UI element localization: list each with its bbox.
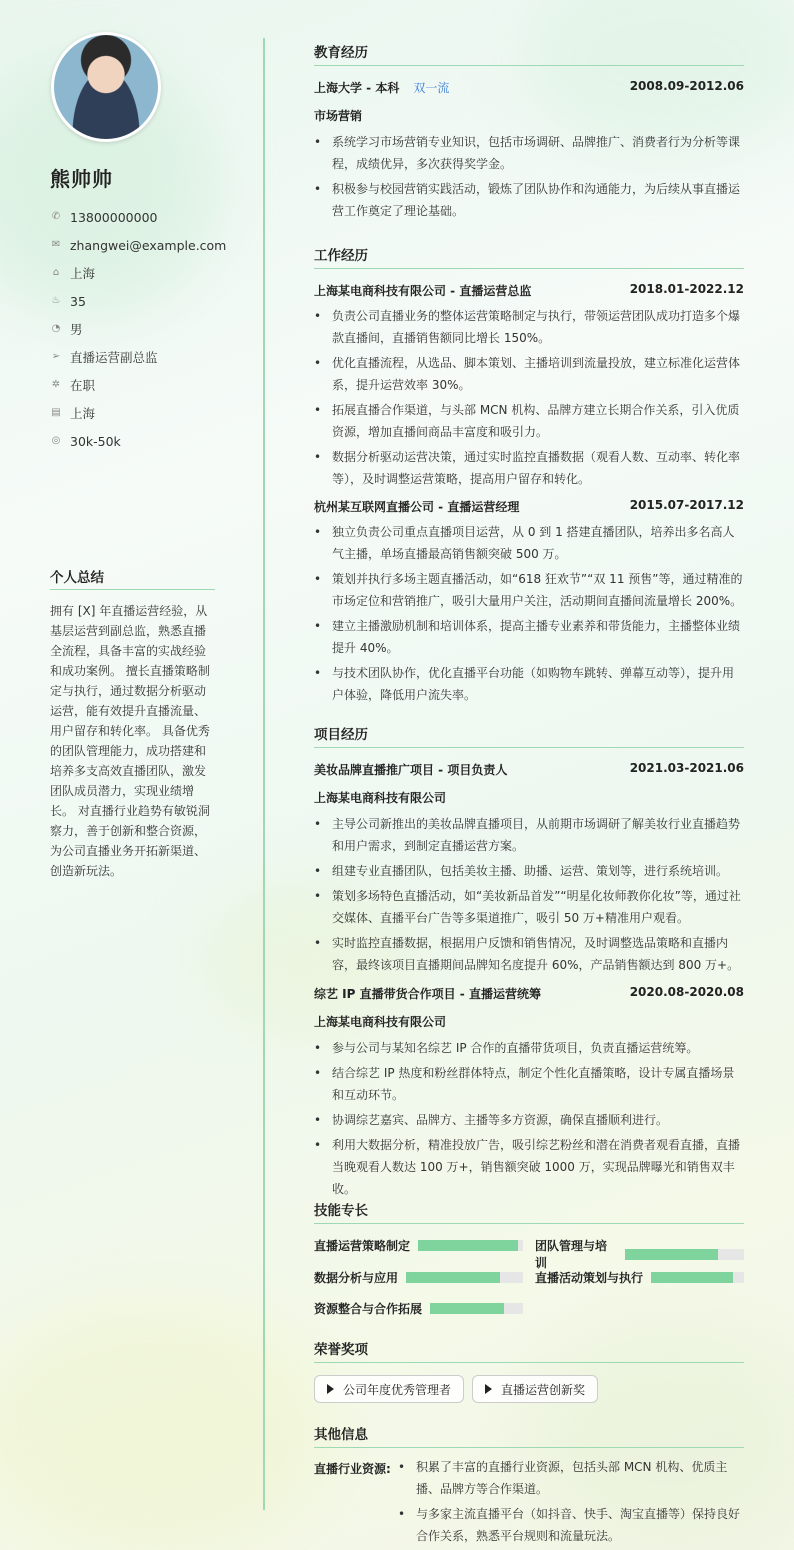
list-item: • 主导公司新推出的美妆品牌直播项目，从前期市场调研了解美妆行业直播趋势和用户需求，到制定直播运营方案。 [314, 813, 744, 857]
job-date: 2015.07-2017.12 [629, 498, 744, 512]
list-item: • 优化直播流程，从选品、脚本策划、主播培训到流量投放，建立标准化运营体系，提升运营效率 30%。 [314, 352, 744, 396]
info-salary [50, 427, 250, 455]
list-item: • 策划并执行多场主题直播活动，如“618 狂欢节”“双 11 预售”等，通过精准的市场定位和营销推广，吸引大量用户关注，活动期间直播间流量增长 200%。 [314, 568, 744, 612]
job-title: 杭州某互联网直播公司 - 直播运营经理 [314, 500, 520, 514]
job-bullets [314, 305, 744, 493]
list-item: • 利用大数据分析，精准投放广告，吸引综艺粉丝和潜在消费者观看直播，直播当晚观看人数达 100 万+，销售额突破 1000 万，实现品牌曝光和销售双丰收。 [314, 1134, 744, 1200]
project-title: 美妆品牌直播推广项目 - 项目负责人 [314, 763, 508, 777]
skill-bar-fill [430, 1303, 504, 1314]
awards-title: 荣誉奖项 [314, 1338, 744, 1363]
skill-bar-fill [406, 1272, 500, 1283]
info-location [50, 259, 250, 287]
skill-bar-fill [625, 1249, 718, 1260]
cake-icon: ♨ [51, 295, 61, 306]
phone-icon: ✆ [51, 211, 61, 222]
building-icon: ▤ [51, 407, 61, 418]
list-item: • 组建专业直播团队，包括美妆主播、助播、运营、策划等，进行系统培训。 [314, 860, 744, 882]
job-bullets [314, 521, 744, 709]
info-age [50, 287, 250, 315]
skill-item [314, 1237, 523, 1254]
info-status [50, 371, 250, 399]
skill-name: 团队管理与培训 [535, 1239, 608, 1270]
project-title: 综艺 IP 直播带货合作项目 - 直播运营统筹 [314, 987, 541, 1001]
education-major: 市场营销 [314, 109, 363, 123]
list-item: • 建立主播激励机制和培训体系，提高主播专业素养和带货能力，主播整体业绩提升 40%。 [314, 615, 744, 659]
projects-title: 项目经历 [314, 723, 744, 748]
award-badge [472, 1375, 598, 1403]
list-item: • 协调综艺嘉宾、品牌方、主播等多方资源，确保直播顺利进行。 [314, 1109, 744, 1131]
skill-name: 直播活动策划与执行 [535, 1271, 644, 1285]
award-label: 公司年度优秀管理者 [343, 1382, 452, 1397]
skill-bar [651, 1272, 744, 1283]
other-label: 直播行业资源: [314, 1462, 391, 1476]
project-bullets [314, 813, 744, 979]
skill-name: 资源整合与合作拓展 [314, 1302, 423, 1316]
education-date: 2008.09-2012.06 [629, 79, 744, 93]
education-head [314, 79, 744, 96]
project-head [314, 761, 744, 778]
info-text: 男 [70, 322, 83, 337]
skills-title: 技能专长 [314, 1199, 744, 1224]
list-item: • 实时监控直播数据，根据用户反馈和销售情况，及时调整选品策略和直播内容，最终该项目直播期间品牌知名度提升 60%，产品销售额达到 800 万+。 [314, 932, 744, 976]
avatar [51, 32, 161, 142]
send-icon: ➢ [51, 351, 61, 362]
candidate-name: 熊帅帅 [50, 167, 113, 191]
education-bullets [314, 131, 744, 225]
info-position [50, 343, 250, 371]
list-item: • 结合综艺 IP 热度和粉丝群体特点，制定个性化直播策略，设计专属直播场景和互动环节。 [314, 1062, 744, 1106]
list-item: • 拓展直播合作渠道，与头部 MCN 机构、品牌方建立长期合作关系，引入优质资源，增加直播间商品丰富度和吸引力。 [314, 399, 744, 443]
home-icon: ⌂ [52, 267, 60, 278]
project-company: 上海某电商科技有限公司 [314, 791, 447, 805]
salary-icon: ◎ [51, 435, 61, 446]
list-item: • 负责公司直播业务的整体运营策略制定与执行，带领运营团队成功打造多个爆款直播间，直播销售额同比增长 150%。 [314, 305, 744, 349]
status-icon: ✲ [51, 379, 61, 390]
list-item: • 独立负责公司重点直播项目运营，从 0 到 1 搭建直播团队，培养出多名高人气主播，单场直播最高销售额突破 500 万。 [314, 521, 744, 565]
skill-bar [625, 1249, 744, 1260]
info-text: 30k-50k [70, 433, 121, 449]
list-item: • 策划多场特色直播活动，如“美妆新品首发”“明星化妆师教你化妆”等，通过社交媒体、直播平台广告等多渠道推广，吸引 50 万+精准用户观看。 [314, 885, 744, 929]
project-date: 2020.08-2020.08 [629, 985, 744, 999]
list-item: • 积极参与校园营销实践活动，锻炼了团队协作和沟通能力，为后续从事直播运营工作奠定了理论基础。 [314, 178, 744, 222]
info-text: 35 [70, 293, 86, 309]
work-title: 工作经历 [314, 244, 744, 269]
list-item: • 参与公司与某知名综艺 IP 合作的直播带货项目，负责直播运营统筹。 [314, 1037, 744, 1059]
info-text: 13800000000 [70, 209, 158, 225]
skill-item [535, 1269, 744, 1286]
skill-name: 直播运营策略制定 [314, 1239, 411, 1253]
list-item: • 数据分析驱动运营决策，通过实时监控直播数据（观看人数、互动率、转化率等），及时调整运营策略，提高用户留存和转化。 [314, 446, 744, 490]
job-title: 上海某电商科技有限公司 - 直播运营总监 [314, 284, 532, 298]
info-text: zhangwei@example.com [70, 237, 227, 253]
job-head [314, 282, 744, 299]
award-label: 直播运营创新奖 [501, 1382, 586, 1397]
job-date: 2018.01-2022.12 [629, 282, 744, 296]
info-phone [50, 203, 250, 231]
sidebar [0, 0, 264, 1550]
list-item: • 积累了丰富的直播行业资源，包括头部 MCN 机构、优质主播、品牌方等合作渠道。 [398, 1456, 744, 1500]
skill-item [535, 1237, 744, 1271]
list-item: • 与技术团队协作，优化直播平台功能（如购物车跳转、弹幕互动等），提升用户体验，降低用户流失率。 [314, 662, 744, 706]
skill-bar-fill [651, 1272, 733, 1283]
skill-bar [418, 1240, 523, 1251]
gender-icon: ◔ [51, 323, 61, 334]
skill-bar-fill [418, 1240, 518, 1251]
info-text: 上海 [70, 406, 96, 421]
award-badge [314, 1375, 464, 1403]
column-divider [263, 38, 265, 1510]
summary-text: 拥有 [X] 年直播运营经验，从基层运营到副总监，熟悉直播全流程，具备丰富的实战经验和成功案例。 擅长直播策略制定与执行，通过数据分析驱动运营，能有效提升直播流量、用户留存和转化率。 具备优秀的团队管理能力，成功搭建和培养多支高效直播团队，激发团队成员潜力，实现业绩增长。 对直播行业趋势有敏锐洞察力，善于创新和整合资源，为公司直播业务开拓新渠道、创造新玩法。 [50, 604, 210, 878]
project-bullets [314, 1037, 744, 1203]
list-item: • 与多家主流直播平台（如抖音、快手、淘宝直播等）保持良好合作关系，熟悉平台规则和流量玩法。 [398, 1503, 744, 1547]
school-name: 上海大学 - 本科 [314, 81, 400, 95]
project-head [314, 985, 744, 1002]
play-icon [327, 1384, 334, 1394]
play-icon [485, 1384, 492, 1394]
info-text: 在职 [70, 378, 96, 393]
project-date: 2021.03-2021.06 [629, 761, 744, 775]
mail-icon: ✉ [51, 239, 61, 250]
info-text: 上海 [70, 266, 96, 281]
list-item: • 系统学习市场营销专业知识，包括市场调研、品牌推广、消费者行为分析等课程，成绩优异，多次获得奖学金。 [314, 131, 744, 175]
project-company: 上海某电商科技有限公司 [314, 1015, 447, 1029]
other-bullets [398, 1456, 744, 1550]
skill-name: 数据分析与应用 [314, 1271, 399, 1285]
summary-title: 个人总结 [50, 566, 215, 590]
school-tag: 双一流 [413, 81, 450, 95]
skill-bar [406, 1272, 523, 1283]
job-head [314, 498, 744, 515]
info-gender [50, 315, 250, 343]
skill-item [314, 1269, 523, 1286]
skill-item [314, 1300, 523, 1317]
other-title: 其他信息 [314, 1423, 744, 1448]
contact-info-list [50, 203, 250, 455]
education-title: 教育经历 [314, 41, 744, 66]
skill-bar [430, 1303, 523, 1314]
info-city [50, 399, 250, 427]
info-text: 直播运营副总监 [70, 350, 158, 365]
info-email [50, 231, 250, 259]
